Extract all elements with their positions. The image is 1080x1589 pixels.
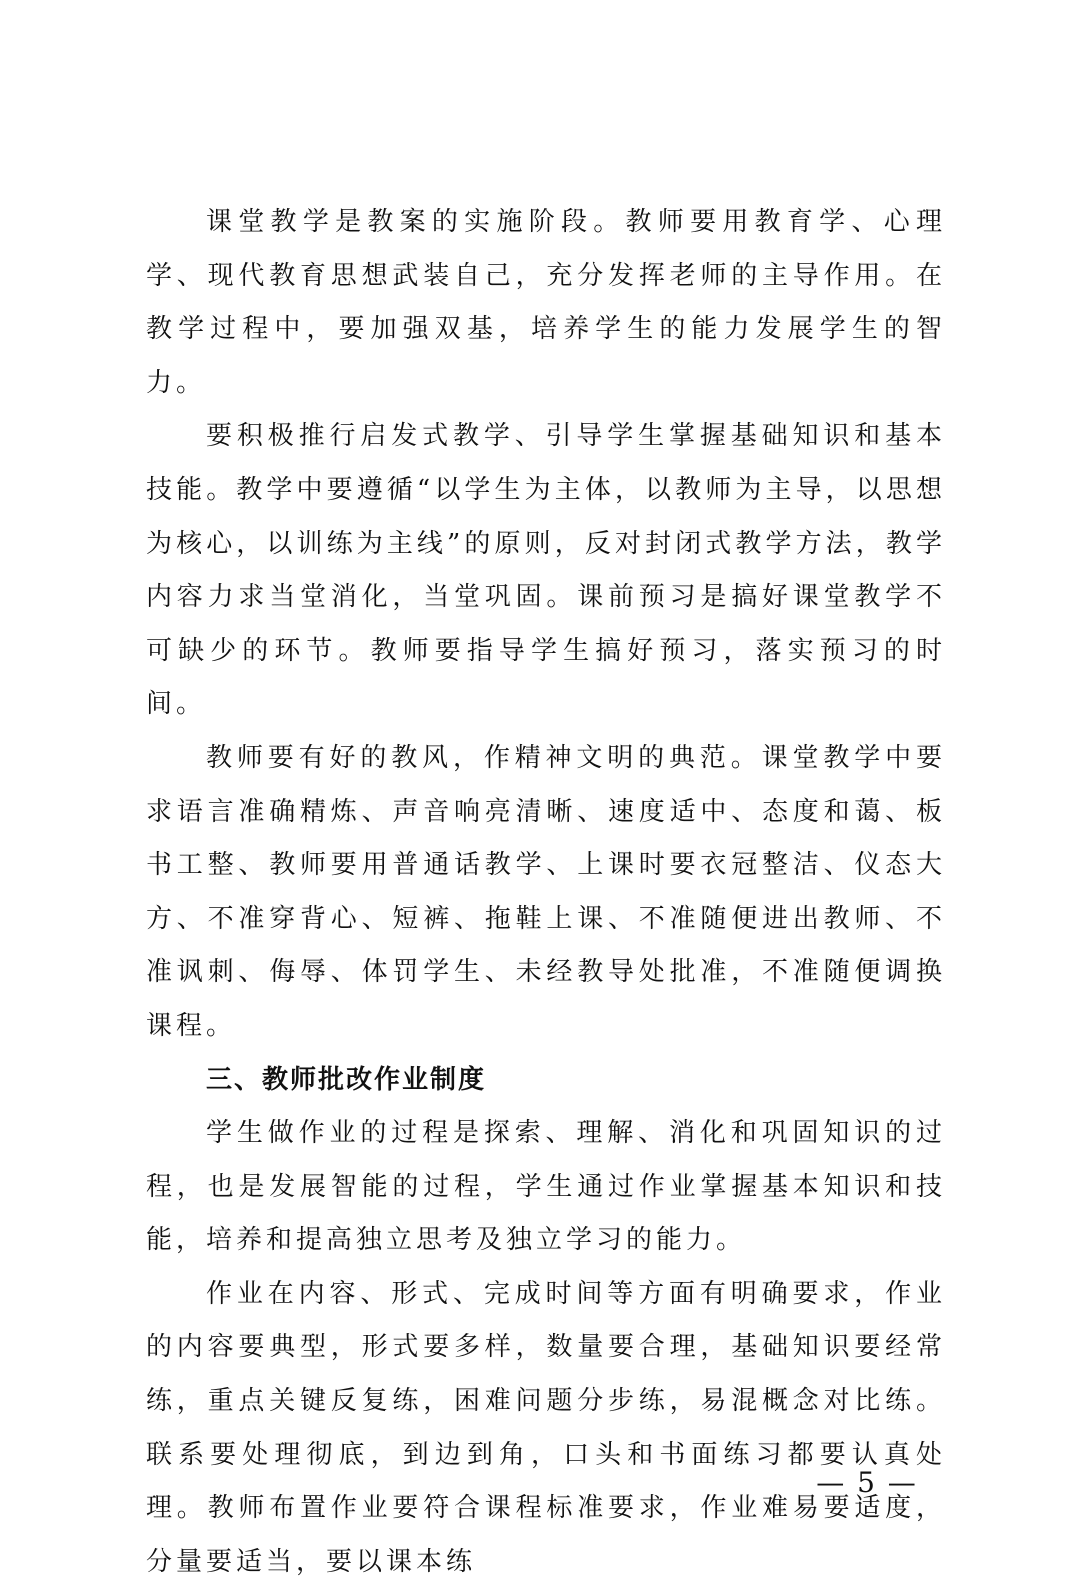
page-number: — 5 — <box>816 1466 918 1499</box>
paragraph-homework-process: 学生做作业的过程是探索、理解、消化和巩固知识的过程，也是发展智能的过程，学生通过作业掌握基本知识和技能，培养和提高独立思考及独立学习的能力。 <box>146 1118 946 1256</box>
paragraph-heuristic-teaching: 要积极推行启发式教学、引导学生掌握基础知识和基本技能。教学中要遵循“以学生为主体，以教师为主导，以思想为核心，以训练为主线”的原则，反对封闭式教学方法，教学内容力求当堂消化，当堂巩固。课前预习是搞好课堂教学不可缺少的环节。教师要指导学生搞好预习，落实预习的时间。 <box>146 421 946 720</box>
paragraph-classroom-teaching: 课堂教学是教案的实施阶段。教师要用教育学、心理学、现代教育思想武装自己，充分发挥老师的主导作用。在教学过程中，要加强双基，培养学生的能力发展学生的智力。 <box>146 207 946 398</box>
section-heading: 三、教师批改作业制度 <box>206 1064 487 1095</box>
paragraph-homework-requirements: 作业在内容、形式、完成时间等方面有明确要求，作业的内容要典型，形式要多样，数量要合理，基础知识要经常练，重点关键反复练，困难问题分步练，易混概念对比练。联系要处理彻底，到边到角，口头和书面练习都要认真处理。教师布置作业要符合课程标准要求，作业难易要适度，分量要适当，要以课本练 <box>146 1278 946 1577</box>
paragraph-teaching-style: 教师要有好的教风，作精神文明的典范。课堂教学中要求语言准确精炼、声音响亮清晰、速度适中、态度和蔼、板书工整、教师要用普通话教学、上课时要衣冠整洁、仪态大方、不准穿背心、短裤、拖鞋上课、不准随便进出教师、不准讽刺、侮辱、体罚学生、未经教导处批准，不准随便调换课程。 <box>146 742 946 1041</box>
document-body <box>146 196 946 1589</box>
